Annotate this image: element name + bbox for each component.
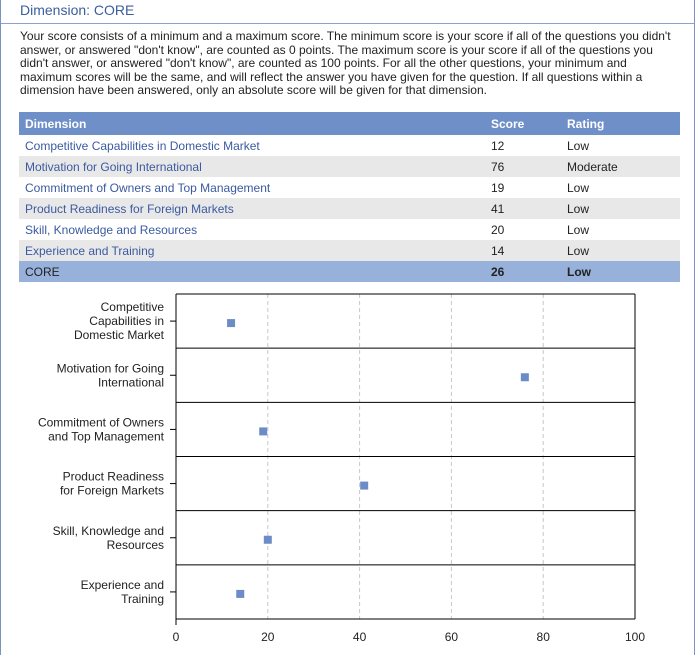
table-row [19,156,680,177]
data-point [259,427,267,435]
score-cell: 14 [485,240,561,261]
rating-cell: Low [561,219,680,240]
title-bar [1,0,694,24]
intro-text: Your score consists of a minimum and a maximum score. The minimum score is your score if all of the questions you didn't answer, or answered "don't know", are counted as 0 points. The maximum score is your score if all of the questions you didn't answer, or answered "don't know", are counted as 100 points. For all the other questions, your minimum and maximum scores will be the same, and will reflect the answer you have given for the question. If all questions within a dimension have been answered, only an absolute score will be given for that dimension. [20,29,671,97]
category-label: Skill, Knowledge and Resources [52,523,164,552]
table-row [19,219,680,240]
category-label: Competitive Capabilities in Domestic Market [73,300,164,343]
score-cell: 12 [485,135,561,156]
dimension-link[interactable]: Experience and Training [19,240,485,261]
data-point [236,590,244,598]
x-tick-label: 80 [536,630,550,644]
score-cell: 20 [485,219,561,240]
data-point [360,482,368,490]
score-cell: 19 [485,177,561,198]
rating-cell: Low [561,135,680,156]
total-dimension: CORE [19,261,485,282]
category-label: Commitment of Owners and Top Management [37,415,164,444]
data-point [264,536,272,544]
table-row [19,177,680,198]
total-row [19,261,680,282]
dimension-link[interactable]: Skill, Knowledge and Resources [19,219,485,240]
x-tick-label: 60 [444,630,459,644]
rating-cell: Low [561,177,680,198]
category-label: Motivation for Going International [56,361,164,390]
dimension-link[interactable]: Motivation for Going International [19,156,485,177]
dimension-link[interactable]: Product Readiness for Foreign Markets [19,198,485,219]
table-row [19,135,680,156]
rating-cell: Low [561,240,680,261]
page-title: Dimension: CORE [20,2,135,18]
data-point [521,373,529,381]
table-header-row [19,112,680,135]
total-score: 26 [485,261,561,282]
rating-cell: Low [561,198,680,219]
score-table [19,112,680,282]
score-cell: 41 [485,198,561,219]
header-rating: Rating [561,112,680,135]
dimension-link[interactable]: Commitment of Owners and Top Management [19,177,485,198]
total-rating: Low [561,261,680,282]
score-cell: 76 [485,156,561,177]
category-label: Experience and Training [80,577,164,606]
header-dimension: Dimension [19,112,485,135]
x-tick-label: 40 [352,630,367,644]
x-tick-label: 0 [172,630,180,644]
x-tick-label: 100 [624,630,646,644]
table-row [19,198,680,219]
table-row [19,240,680,261]
header-score: Score [485,112,561,135]
data-point [227,319,235,327]
category-label: Product Readiness for Foreign Markets [59,469,164,498]
rating-cell: Moderate [561,156,680,177]
score-chart [1,280,694,655]
x-tick-label: 20 [261,630,275,644]
dimension-link[interactable]: Competitive Capabilities in Domestic Market [19,135,485,156]
